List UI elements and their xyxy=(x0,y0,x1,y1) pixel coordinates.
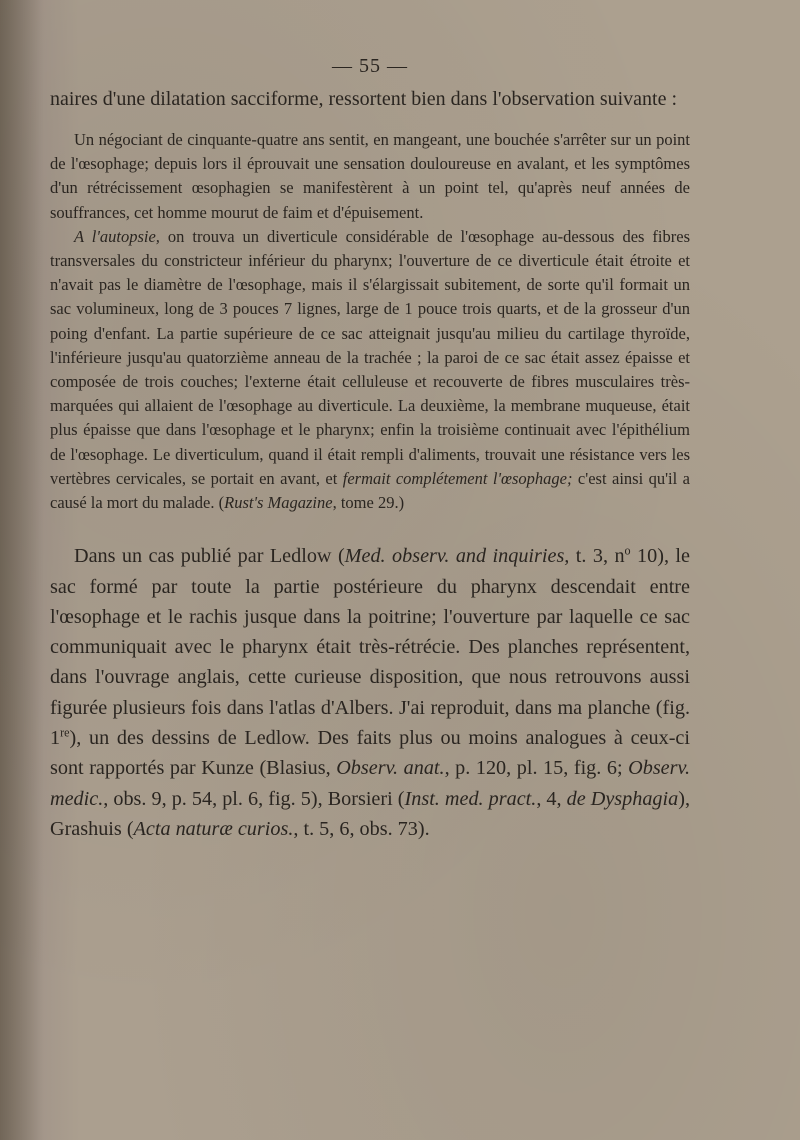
case1-paragraph-2: A l'autopsie, on trouva un diverticule considérable de l'œsophage au-dessous des fibres transversales du constricteur inférieur du pharynx; l'ouverture de ce diverticule était étroite et n'avait pas le diamètre de l'œsophage, mais il s'élargissait subitement, de sorte qu'il formait un sac volumineux, long de 3 pouces 7 lignes, large de 1 pouce trois quarts, et de la grosseur d'un poing d'enfant. La partie supérieure de ce sac atteignait jusqu'au milieu du cartilage thyroïde, l'inférieure jusqu'au quatorzième anneau de la trachée ; la paroi de ce sac était assez épaisse et composée de trois couches; l'externe était celluleuse et recouverte de fibres musculaires très-marquées qui allaient de l'œsophage au diverticule. La deuxième, la membrane muqueuse, était plus épaisse que dans l'œsophage et le pharynx; enfin la troisième continuait avec l'épithélium de l'œsophage. Le diverticulum, quand il était rempli d'aliments, trouvait une résistance vers les vertèbres cervicales, se portait en avant, et fermait complétement l'œsophage; c'est ainsi qu'il a causé la mort du malade. (Rust's Magazine, tome 29.) xyxy=(50,226,691,513)
autopsy-heading: A l'autopsie, xyxy=(74,226,160,246)
page-number: — 55 — xyxy=(332,55,408,77)
page-text-block xyxy=(50,55,690,844)
case2-paragraph: Dans un cas publié par Ledlow (Med. observ. and inquiries, t. 3, $n^o$ 10), le sac formé par toute la partie postérieure du pharynx descendait entre l'œsophage et le rachis jusque dans la poitrine; l'ouverture par laquelle ce sac communiquait avec le pharynx était très-rétrécie. Des planches représentent, dans l'ouvrage anglais, cette curieuse disposition, que nous retrouvons aussi figurée plusieurs fois dans l'atlas d'Albers. J'ai reproduit, dans ma planche (fig. 1re), un des dessins de Ledlow. Des faits plus ou moins analogues à ceux-ci sont rapportés par Kunze (Blasius, Observ. anat., p. 120, pl. 15, fig. 6; Observ. medic., obs. 9, p. 54, pl. 6, fig. 5), Borsieri (Inst. med. pract., 4, de Dysphagia), Grashuis (Acta naturæ curios., t. 5, 6, obs. 73). xyxy=(50,543,690,840)
intro-paragraph: naires d'une dilatation sacciforme, ressortent bien dans l'observation suivante : xyxy=(50,88,678,110)
case-report-small-type xyxy=(50,128,690,515)
case1-paragraph-1: Un négociant de cinquante-quatre ans sentit, en mangeant, une bouchée s'arrêter sur un point de l'œsophage; depuis lors il éprouvait une sensation douloureuse en avalant, et les symptômes d'un rétrécissement œsophagien se manifestèrent à un point tel, qu'après neuf années de souffrances, cet homme mourut de faim et d'épuisement. xyxy=(50,130,690,222)
source-citation: Rust's Magazine xyxy=(224,493,333,513)
page-gutter-shadow xyxy=(0,0,44,1140)
